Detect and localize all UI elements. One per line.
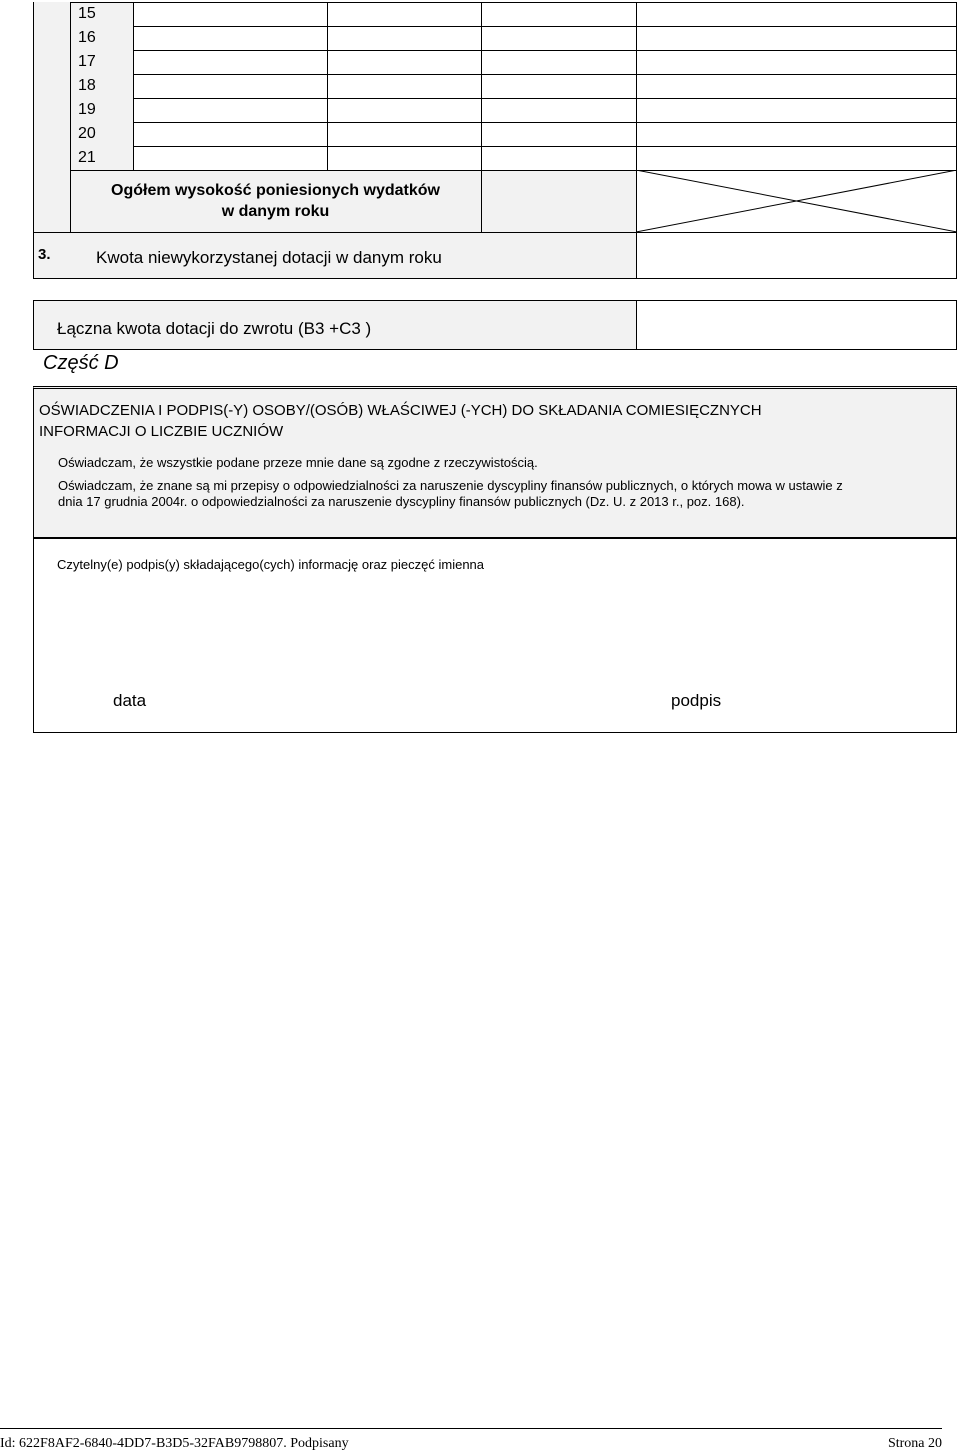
row3-number: 3. (38, 246, 51, 263)
total-label-line2: w danym roku (221, 203, 330, 220)
signature-label: podpis (671, 691, 722, 710)
crossed-cell (636, 170, 957, 232)
footer-page: Strona 20 (887, 1436, 942, 1451)
refund-label: Łączna kwota dotacji do zwrotu (B3 +C3 ) (57, 319, 372, 338)
row-number: 18 (78, 77, 96, 94)
part-title: Część D (43, 352, 119, 374)
date-label: data (113, 691, 147, 710)
row-number: 20 (78, 125, 96, 142)
table-left-column (33, 2, 70, 278)
data-cells-area (133, 2, 957, 170)
row-number: 17 (78, 53, 96, 70)
row3-value-cell[interactable] (636, 232, 957, 278)
footer-id: Id: 622F8AF2-6840-4DD7-B3D5-32FAB9798807. Podpisany (0, 1436, 349, 1451)
statement-1: Oświadczam, że wszystkie podane przeze mnie dane są zgodne z rzeczywistością. (58, 455, 538, 470)
row-number: 19 (78, 101, 96, 118)
statement-2-line1: Oświadczam, że znane są mi przepisy o odpowiedzialności za naruszenie dyscypliny finansów publicznych, o których mowa w ustawie z (58, 478, 843, 493)
statement-2-line2: dnia 17 grudnia 2004r. o odpowiedzialności za naruszenie dyscypliny finansów publicznych (Dz. U. z 2013 r., poz. 168). (58, 494, 745, 509)
row-number: 16 (78, 29, 96, 46)
total-label-line1: Ogółem wysokość poniesionych wydatków (111, 182, 440, 199)
footer-rule (0, 1428, 942, 1429)
row3-label: Kwota niewykorzystanej dotacji w danym roku (96, 248, 442, 267)
row-number: 15 (78, 5, 96, 22)
row-number: 21 (78, 149, 96, 166)
declaration-heading-line1: OŚWIADCZENIA I PODPIS(-Y) OSOBY/(OSÓB) WŁAŚCIWEJ (-YCH) DO SKŁADANIA COMIESIĘCZNYCH (39, 402, 762, 419)
signature-caption: Czytelny(e) podpis(y) składającego(cych) informację oraz pieczęć imienna (57, 557, 485, 572)
refund-value-cell[interactable] (636, 300, 957, 350)
declaration-heading-line2: INFORMACJI O LICZBIE UCZNIÓW (39, 423, 284, 440)
total-expenses-label (70, 180, 481, 222)
